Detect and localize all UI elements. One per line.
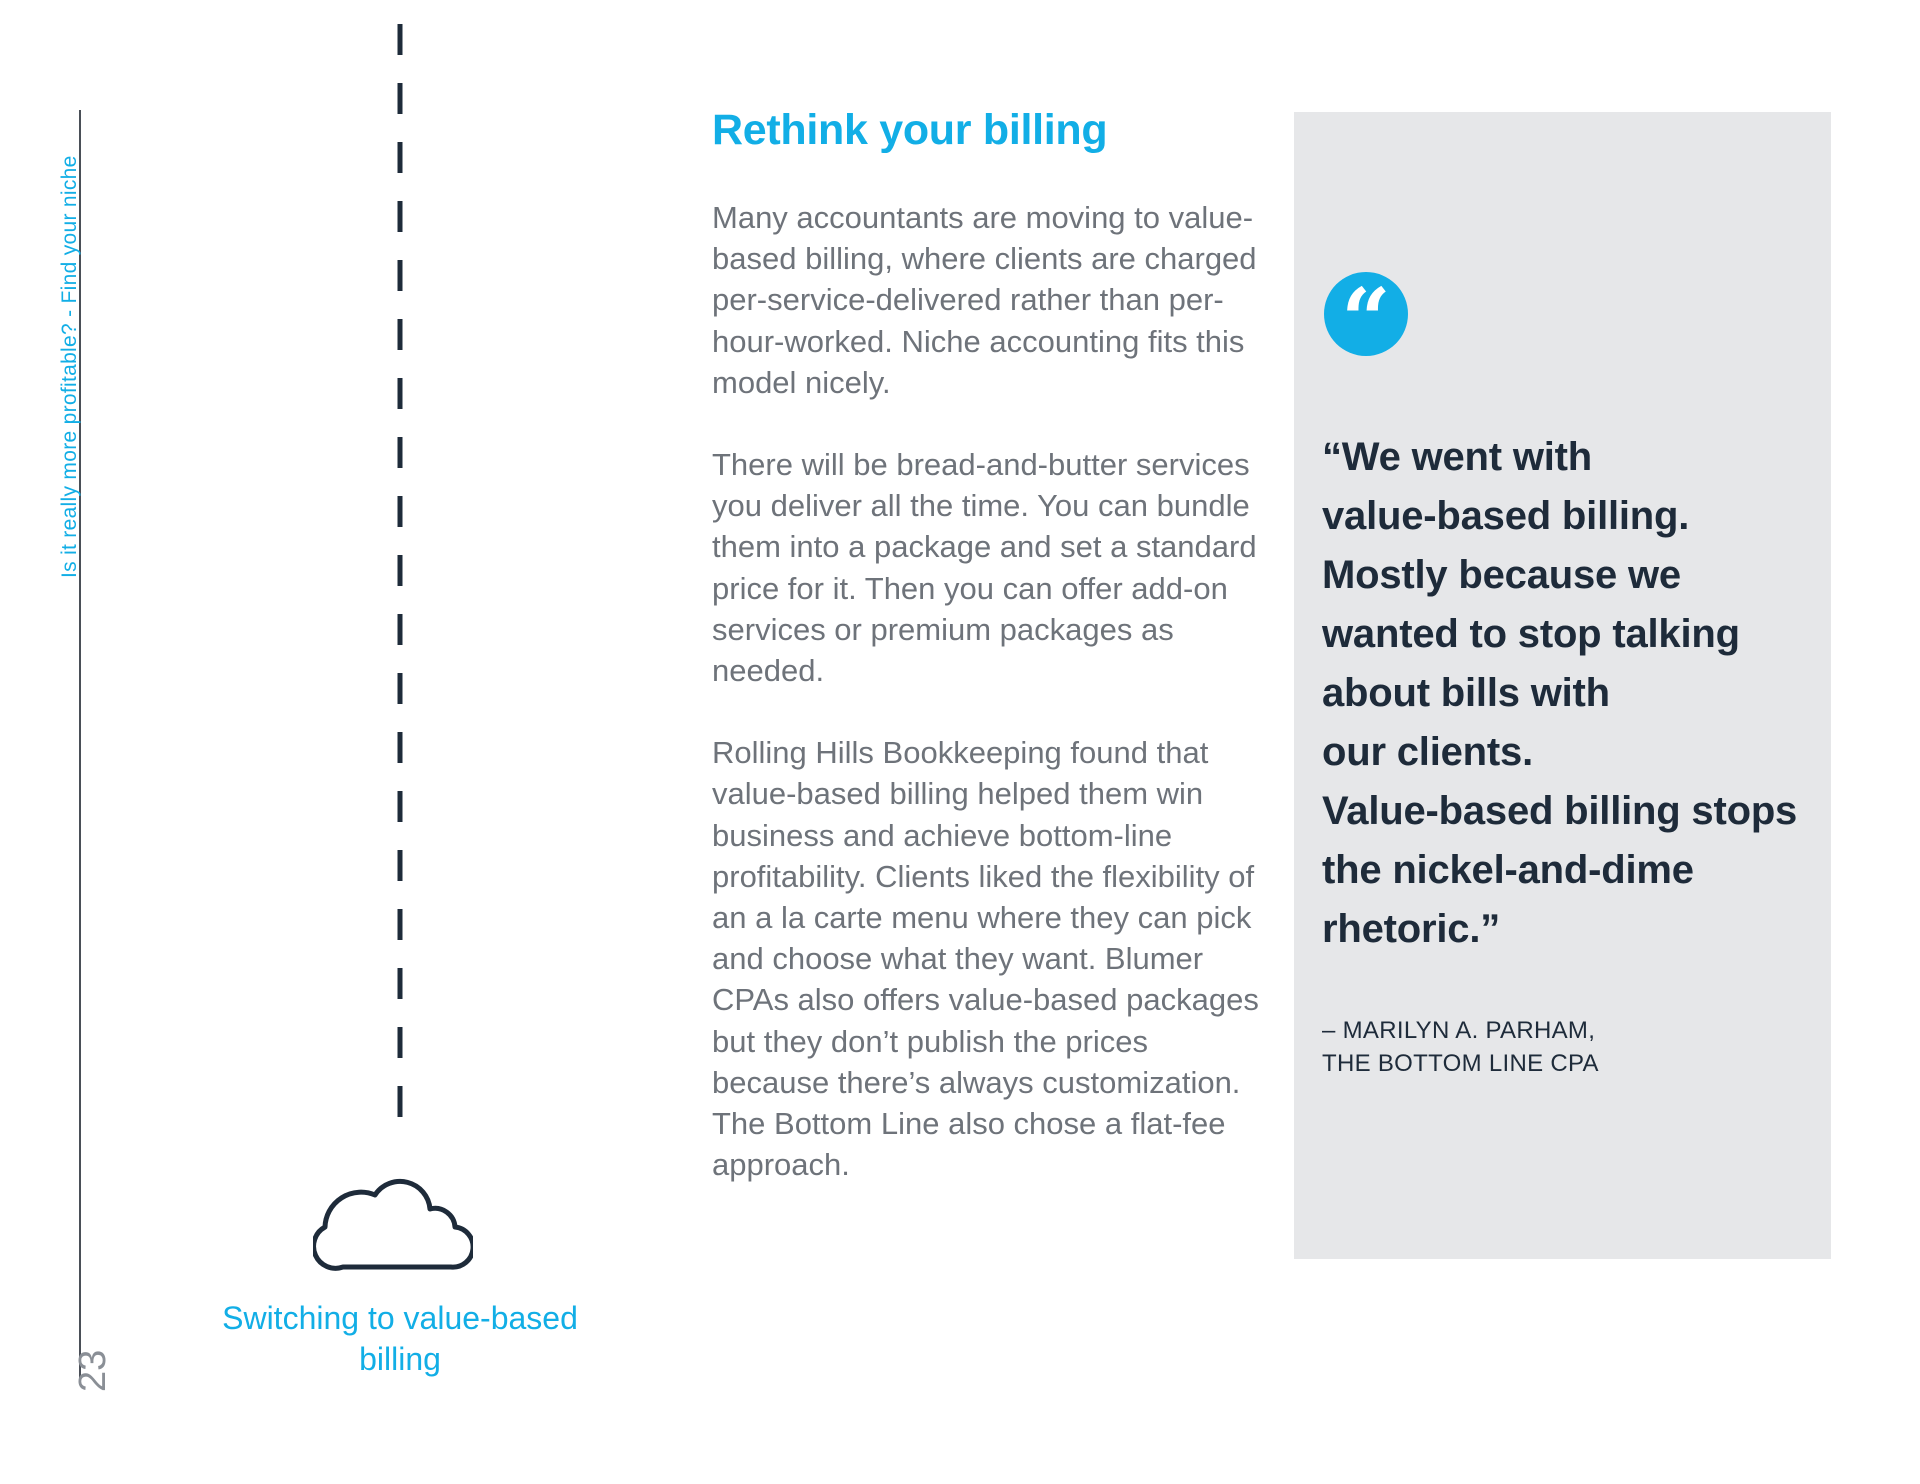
cloud-icon xyxy=(313,1163,473,1273)
body-paragraph: There will be bread-and-butter services you deliver all the time. You can bundle them into a package and set a standard price for it. Then you can offer add-on services or premium packages as needed. xyxy=(712,447,1257,689)
quote-line: Mostly because we xyxy=(1322,553,1681,597)
quote-line: Value-based billing stops xyxy=(1322,789,1798,833)
running-header: Is it really more profitable? - Find your niche xyxy=(58,155,81,578)
quote-attribution xyxy=(1322,1014,1822,1080)
quote-mark-icon: “ xyxy=(1324,272,1408,356)
pull-quote-panel xyxy=(1294,112,1831,1259)
section-title: Rethink your billing xyxy=(712,106,1108,154)
dashed-timeline xyxy=(396,24,404,1124)
quote-line: our clients. xyxy=(1322,730,1533,774)
pull-quote-text xyxy=(1322,428,1822,959)
body-copy xyxy=(712,197,1272,1226)
quote-line: the nickel-and-dime xyxy=(1322,848,1694,892)
quote-line: about bills with xyxy=(1322,671,1610,715)
body-paragraph: Rolling Hills Bookkeeping found that value-based billing helped them win business and achieve bottom-line profitability. Clients liked the flexibility of an a la carte menu where they can pick and choose what they want. Blumer CPAs also offers value-based packages but they don’t publish the prices because there’s always customization. The Bottom Line also chose a flat-fee approach. xyxy=(712,735,1259,1183)
attribution-org: THE BOTTOM LINE CPA xyxy=(1322,1050,1599,1077)
body-paragraph: Many accountants are moving to value-based billing, where clients are charged per-service-delivered rather than per-hour-worked. Niche accounting fits this model nicely. xyxy=(712,200,1257,400)
page-number: 23 xyxy=(72,1349,114,1392)
quote-line: rhetoric.” xyxy=(1322,907,1501,951)
quote-line: wanted to stop talking xyxy=(1322,612,1740,656)
quote-line: “We went with xyxy=(1322,435,1592,479)
attribution-name: – MARILYN A. PARHAM, xyxy=(1322,1017,1596,1044)
milestone-caption: Switching to value-based billing xyxy=(222,1300,578,1377)
quote-line: value-based billing. xyxy=(1322,494,1690,538)
